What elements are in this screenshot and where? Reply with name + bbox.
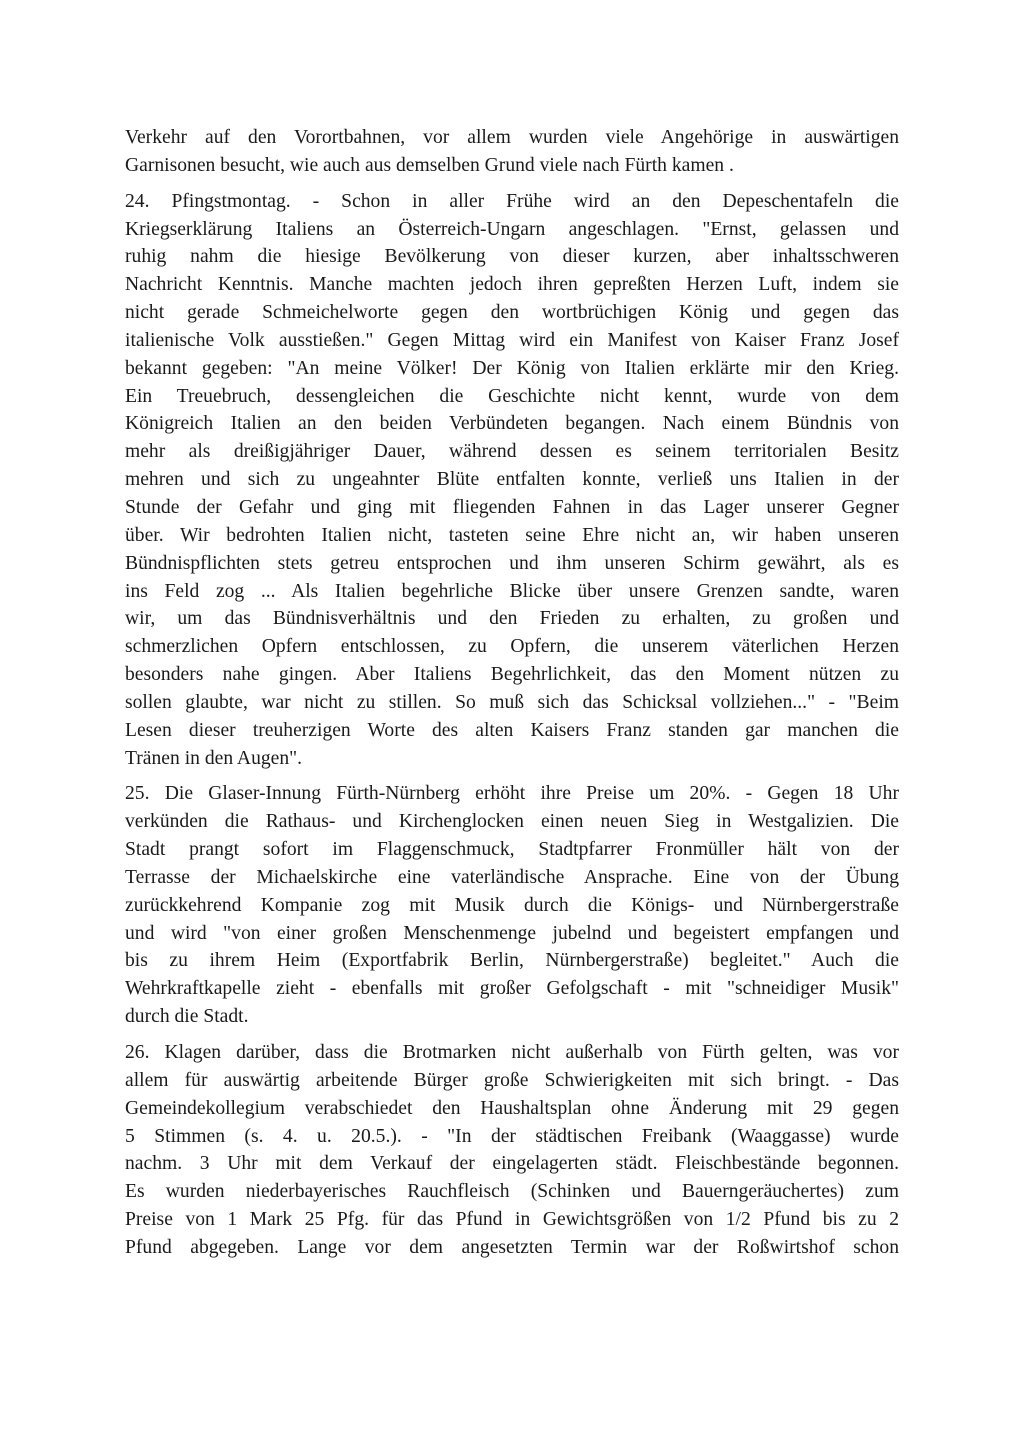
text-line: zurückkehrend Kompanie zog mit Musik durch die Königs- und Nürnbergerstraße (125, 894, 899, 916)
text-line: ruhig nahm die hiesige Bevölkerung von dieser kurzen, aber inhaltsschweren (125, 246, 899, 268)
text-line: Ein Treuebruch, dessengleichen die Geschichte nicht kennt, wurde von dem (125, 385, 899, 407)
text-line: ins Feld zog ... Als Italien begehrliche Blicke über unsere Grenzen sandte, waren (125, 580, 899, 602)
text-line: Stadt prangt sofort im Flaggenschmuck, Stadtpfarrer Fronmüller hält von der (125, 839, 899, 861)
text-line: 5 Stimmen (s. 4. u. 20.5.). - "In der städtischen Freibank (Waaggasse) wurde (125, 1125, 899, 1147)
text-line: mehren und sich zu ungeahnter Blüte entfalten konnte, verließ uns Italien in der (125, 469, 899, 491)
text-line: Tränen in den Augen". (125, 747, 303, 769)
text-line: Wehrkraftkapelle zieht - ebenfalls mit großer Gefolgschaft - mit "schneidiger Musik" (125, 978, 899, 1000)
text-line: 25. Die Glaser-Innung Fürth-Nürnberg erhöht ihre Preise um 20%. - Gegen 18 Uhr (125, 783, 899, 805)
text-line: Nachricht Kenntnis. Manche machten jedoch ihren gepreßten Herzen Luft, indem sie (125, 274, 899, 296)
text-line: Stunde der Gefahr und ging mit fliegenden Fahnen in das Lager unserer Gegner (125, 496, 899, 518)
text-line: bis zu ihrem Heim (Exportfabrik Berlin, Nürnbergerstraße) begleitet." Auch die (125, 950, 899, 972)
text-line: nicht gerade Schmeichelworte gegen den wortbrüchigen König und gegen das (125, 302, 899, 324)
document-page (125, 124, 899, 1270)
text-line: wir, um das Bündnisverhältnis und den Frieden zu erhalten, zu großen und (125, 608, 899, 630)
text-line: nachm. 3 Uhr mit dem Verkauf der eingelagerten städt. Fleischbestände begonnen. (125, 1153, 899, 1175)
text-line: mehr als dreißigjähriger Dauer, während dessen es seinem territorialen Besitz (125, 441, 899, 463)
text-line: Gemeindekollegium verabschiedet den Haushaltsplan ohne Änderung mit 29 gegen (125, 1097, 899, 1119)
text-line: Kriegserklärung Italiens an Österreich-Ungarn angeschlagen. "Ernst, gelassen und (125, 218, 899, 240)
paragraph (125, 1039, 899, 1262)
text-line: über. Wir bedrohten Italien nicht, tasteten seine Ehre nicht an, wir haben unseren (125, 524, 899, 546)
text-line: Königreich Italien an den beiden Verbündeten begangen. Nach einem Bündnis von (125, 413, 899, 435)
text-line: Lesen dieser treuherzigen Worte des alten Kaisers Franz standen gar manchen die (125, 719, 899, 741)
text-line: 24. Pfingstmontag. - Schon in aller Frühe wird an den Depeschentafeln die (125, 190, 899, 212)
text-line: besonders nahe gingen. Aber Italiens Begehrlichkeit, das den Moment nützen zu (125, 664, 899, 686)
paragraph (125, 780, 899, 1031)
paragraph (125, 124, 899, 180)
text-line: Terrasse der Michaelskirche eine vaterländische Ansprache. Eine von der Übung (125, 866, 899, 888)
text-line: allem für auswärtig arbeitende Bürger große Schwierigkeiten mit sich bringt. - Das (125, 1069, 899, 1091)
text-line: sollen glaubte, war nicht zu stillen. So muß sich das Schicksal vollziehen..." - "Beim (125, 691, 899, 713)
text-line: und wird "von einer großen Menschenmenge jubelnd und begeistert empfangen und (125, 922, 899, 944)
text-line: Pfund abgegeben. Lange vor dem angesetzten Termin war der Roßwirtshof schon (125, 1236, 899, 1258)
text-line: bekannt gegeben: "An meine Völker! Der König von Italien erklärte mir den Krieg. (125, 357, 899, 379)
text-line: Garnisonen besucht, wie auch aus demselben Grund viele nach Fürth kamen . (125, 154, 734, 176)
text-line: italienische Volk ausstießen." Gegen Mittag wird ein Manifest von Kaiser Franz Josef (125, 329, 899, 351)
text-line: Es wurden niederbayerisches Rauchfleisch (Schinken und Bauerngeräuchertes) zum (125, 1181, 899, 1203)
text-line: verkünden die Rathaus- und Kirchenglocken einen neuen Sieg in Westgalizien. Die (125, 811, 899, 833)
text-line: Bündnispflichten stets getreu entsprochen und ihm unseren Schirm gewährt, als es (125, 552, 899, 574)
text-line: Preise von 1 Mark 25 Pfg. für das Pfund in Gewichtsgrößen von 1/2 Pfund bis zu 2 (125, 1209, 899, 1231)
text-line: schmerzlichen Opfern entschlossen, zu Opfern, die unserem väterlichen Herzen (125, 636, 899, 658)
text-line: 26. Klagen darüber, dass die Brotmarken nicht außerhalb von Fürth gelten, was vor (125, 1042, 899, 1063)
paragraph (125, 188, 899, 773)
text-line: Verkehr auf den Vorortbahnen, vor allem wurden viele Angehörige in auswärtigen (125, 127, 899, 148)
text-line: durch die Stadt. (125, 1006, 249, 1028)
